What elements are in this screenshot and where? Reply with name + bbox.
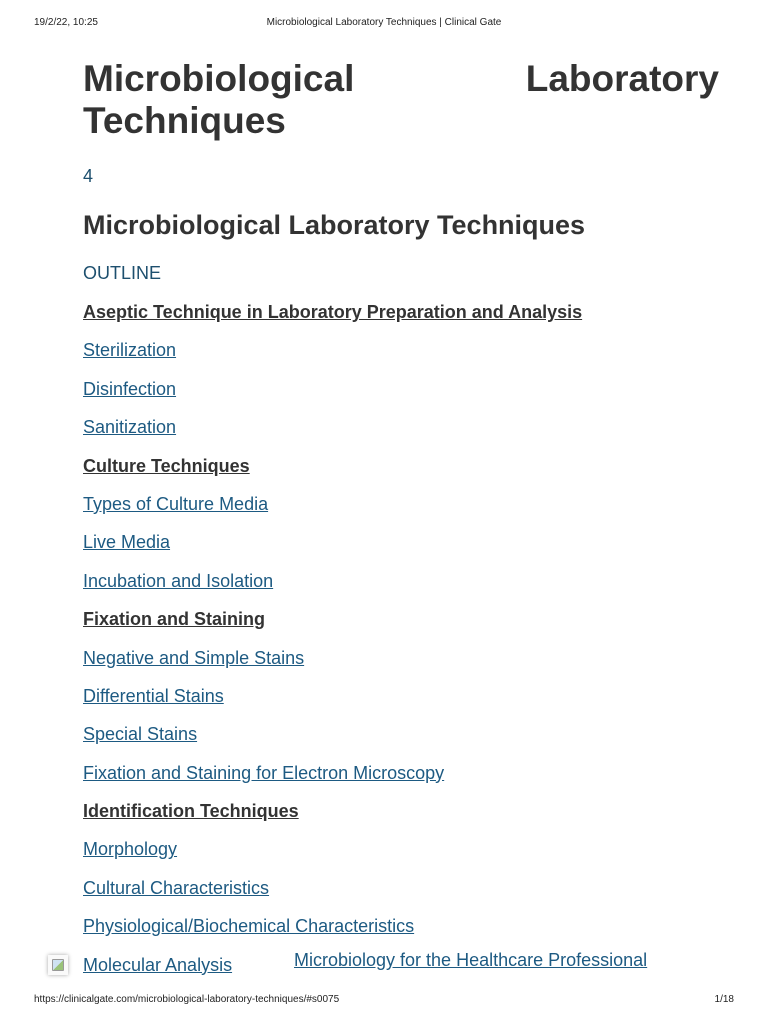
outline-item-link[interactable]: Physiological/Biochemical Characteristics [83,916,415,937]
print-date: 19/2/22, 10:25 [34,17,98,28]
outline-heading-link[interactable]: Culture Techniques [83,455,250,476]
outline-heading-link[interactable]: Aseptic Technique in Laboratory Preparation and Analysis [83,302,583,322]
outline-item [83,648,582,686]
outline-item-link[interactable]: Disinfection [83,378,177,399]
outline-item-link[interactable]: Morphology [83,839,178,860]
outline-item-link[interactable]: Cultural Characteristics [83,877,270,898]
outline-item-link[interactable]: Sanitization [83,417,177,438]
outline-item-link[interactable]: Live Media [83,532,171,553]
article-title-word-2: Laboratory [525,58,719,99]
outline-heading-link[interactable]: Fixation and Staining [83,609,266,630]
outline-item-link[interactable]: Negative and Simple Stains [83,647,305,668]
outline-item [83,340,582,378]
outline-item [83,571,582,609]
outline-item [83,916,582,954]
outline-item [83,763,582,801]
outline-heading [83,456,582,494]
outline-heading [83,609,582,647]
outline-item-link[interactable]: Molecular Analysis [83,954,233,975]
outline-item [83,494,582,532]
outline-item [83,724,582,762]
article-title-word-1: Microbiological [83,58,355,99]
outline-list [83,302,582,993]
outline-item-link[interactable]: Incubation and Isolation [83,570,274,591]
outline-item [83,686,582,724]
print-page-title: Microbiological Laboratory Techniques | Clinical Gate [266,17,502,28]
outline-item-link[interactable]: Sterilization [83,340,177,361]
outline-item-link[interactable]: Special Stains [83,724,198,745]
outline-heading-link[interactable]: Identification Techniques [83,801,299,822]
chapter-number: 4 [83,166,94,186]
print-footer [0,994,768,1008]
print-header [0,17,768,31]
print-url: https://clinicalgate.com/microbiological-laboratory-techniques/#s0075 [34,994,340,1005]
outline-item [83,532,582,570]
outline-heading [83,302,582,340]
outline-label: OUTLINE [83,263,162,283]
section-title: Microbiological Laboratory Techniques [83,210,586,240]
outline-item [83,417,582,455]
outline-item [83,379,582,417]
outline-item [83,878,582,916]
outline-item-link[interactable]: Differential Stains [83,685,224,706]
book-link[interactable]: Microbiology for the Healthcare Professional [294,950,648,970]
outline-item-link[interactable]: Types of Culture Media [83,493,269,514]
article-title [83,58,719,142]
outline-heading [83,801,582,839]
broken-image-icon [48,955,68,975]
outline-item-link[interactable]: Fixation and Staining for Electron Microscopy [83,762,445,783]
print-page-number: 1/18 [714,994,734,1005]
article-title-word-3: Techniques [83,100,286,141]
outline-item [83,839,582,877]
